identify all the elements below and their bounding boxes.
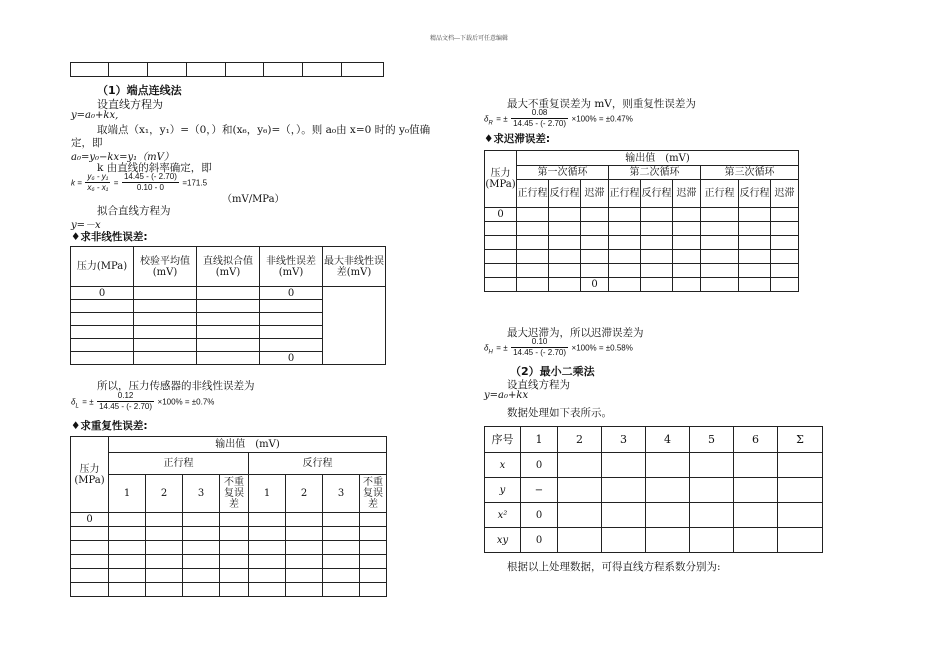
text-line: 设直线方程为 (97, 98, 163, 111)
table-header: 反行程 (249, 453, 387, 475)
table-header: 第二次循环 (609, 166, 701, 180)
section-title-repeatability: ♦求重复性误差: (71, 420, 148, 432)
table-header: 反行程 (739, 180, 771, 208)
nonlinearity-table (70, 246, 386, 365)
table-cell: 0 (71, 287, 134, 300)
section-title-least-squares: （2）最小二乘法 (510, 365, 595, 378)
least-squares-table (484, 426, 823, 553)
equation-line: a₀=y₀−kx=y₁（mV） (71, 152, 174, 163)
table-header: 压力(MPa) (485, 151, 517, 208)
table-header: 输出值 (mV) (109, 437, 387, 453)
table-header: 2 (558, 427, 602, 453)
table-header: 3 (602, 427, 646, 453)
table-header: 1 (249, 475, 286, 513)
table-header: 1 (109, 475, 146, 513)
table-header: 1 (521, 427, 558, 453)
table-cell-merged (323, 287, 386, 365)
page-header: 精品文档---下载后可任意编辑 (430, 36, 508, 42)
top-empty-table (70, 62, 384, 77)
slope-result: =171.5 (182, 178, 208, 188)
row-label: x (485, 453, 521, 478)
table-cell: 0 (521, 528, 558, 553)
table-cell: 0 (71, 513, 109, 527)
section-title-nonlinearity: ♦求非线性误差: (71, 231, 148, 243)
hysteresis-table (484, 150, 799, 292)
table-header: 直线拟合值(mV) (197, 247, 260, 287)
text-line: 定，即 (71, 137, 103, 149)
table-header: 输出值 (mV) (517, 151, 799, 166)
equation-line: y=－x (71, 220, 101, 231)
table-header: 第一次循环 (517, 166, 609, 180)
slope-lhs: k = (71, 178, 82, 188)
row-label: y (485, 478, 521, 503)
text-line: 设直线方程为 (507, 379, 570, 391)
table-cell: 0 (521, 453, 558, 478)
table-header: 迟滞 (581, 180, 609, 208)
text-line: 拟合直线方程为 (97, 205, 171, 217)
table-header: Σ (778, 427, 823, 453)
table-header: 2 (146, 475, 183, 513)
table-header: 2 (286, 475, 323, 513)
row-label: xy (485, 528, 521, 553)
equation-line: y=a₀+kx (484, 390, 529, 401)
text-line: 最大不重复误差为 mV，则重复性误差为 (507, 98, 696, 110)
table-cell: 0 (260, 352, 323, 365)
table-header: 正行程 (701, 180, 739, 208)
slope-equation: k = $\frac{\text{y₆ - y₁}}{\text{x₆ - x₁}}$ = $\frac{14.45 - (- 2.70)}{0.10 - 0}$ =171.5 (71, 172, 208, 192)
slope-f2-num: 14.45 - (- 2.70) (123, 172, 177, 181)
table-header: 6 (734, 427, 778, 453)
repeatability-fraction: $\frac{0.08}{14.45 - (- 2.70)}$ (513, 108, 567, 128)
table-header: 第三次循环 (701, 166, 799, 180)
text-line: k 由直线的斜率确定，即 (97, 162, 212, 174)
repeatability-error-equation: $\delta_R$ = ± $\frac{0.08}{14.45 - (- 2.70)}$ ×100% = ±0.47% (484, 108, 633, 128)
hysteresis-error-equation: $\delta_H$ = ± $\frac{0.10}{14.45 - (- 2.70)}$ ×100% = ±0.58% (484, 337, 633, 357)
slope-f1-den: x₆ - x₁ (87, 183, 109, 192)
text-line: 数据处理如下表所示。 (507, 407, 612, 419)
table-header: 迟滞 (673, 180, 701, 208)
nonlinearity-fraction: $\frac{0.12}{14.45 - (- 2.70)}$ (99, 391, 153, 411)
table-header: 压力(MPa) (71, 247, 134, 287)
table-header: 5 (690, 427, 734, 453)
table-header: 正行程 (109, 453, 249, 475)
row-label: x² (485, 503, 521, 528)
table-header: 序号 (485, 427, 521, 453)
table-header: 正行程 (609, 180, 641, 208)
table-header: 3 (183, 475, 220, 513)
table-cell: 0 (521, 503, 558, 528)
text-line: 取端点（x₁，y₁）=（0，）和(x₆，y₆)=（，）。则 a₀由 x=0 时的 y₀值确 (97, 124, 431, 136)
table-header: 非线性误差(mV) (260, 247, 323, 287)
section-title-endpoint: （1）端点连线法 (97, 84, 182, 97)
table-header: 迟滞 (771, 180, 799, 208)
section-title-hysteresis: ♦求迟滞误差: (484, 133, 551, 145)
table-header: 校验平均值(mV) (134, 247, 197, 287)
table-header: 3 (323, 475, 360, 513)
slope-unit: （mV/MPa） (222, 194, 285, 205)
text-line: 最大迟滞为，所以迟滞误差为 (507, 327, 644, 339)
table-header: 不重复误差 (220, 475, 249, 513)
table-cell: 0 (581, 278, 609, 292)
slope-fraction-numeric (122, 172, 179, 193)
nonlinearity-error-equation: $\delta_L$ = ± $\frac{0.12}{14.45 - (- 2.70)}$ ×100% = ±0.7% (71, 391, 215, 411)
table-cell: 0 (485, 208, 517, 222)
table-header: 不重复误差 (360, 475, 387, 513)
table-header: 反行程 (549, 180, 581, 208)
text-line: 根据以上处理数据，可得直线方程系数分别为: (507, 561, 721, 573)
table-header: 4 (646, 427, 690, 453)
hysteresis-fraction: $\frac{0.10}{14.45 - (- 2.70)}$ (513, 337, 567, 357)
repeatability-table (70, 436, 387, 597)
table-cell: − (521, 478, 558, 503)
table-header: 压力(MPa) (71, 437, 109, 513)
table-header: 反行程 (641, 180, 673, 208)
equation-line: y=a₀+kx, (71, 110, 119, 121)
table-header: 最大非线性误差(mV) (323, 247, 386, 287)
slope-fraction-symbolic (85, 172, 110, 193)
table-header: 正行程 (517, 180, 549, 208)
slope-f1-num: y₆ - y₁ (87, 172, 109, 181)
slope-f2-den: 0.10 - 0 (136, 183, 164, 192)
text-line: 所以，压力传感器的非线性误差为 (97, 380, 255, 392)
table-cell: 0 (260, 287, 323, 300)
